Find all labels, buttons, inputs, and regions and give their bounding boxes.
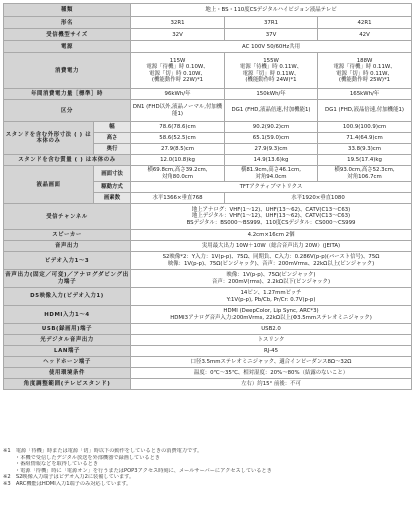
annual-energy-value: 165kWh/年	[318, 89, 412, 100]
footnote: ・電源「待機」時に「電源オン」を行うまたはPOP3アクセス時刻に、メールサーバーにアクセスしているとき	[3, 467, 272, 474]
video-input-line: S2映像*2：Y入力：1V(p-p)、75Ω、同期負、C入力：0.286V(p-p)(バースト信号)、75Ω	[162, 254, 380, 261]
row-dim-width	[4, 122, 412, 133]
pc-line: 115W	[169, 58, 186, 65]
pc-line: 電源「待機」時 0.10W、	[146, 64, 209, 71]
panel-size-line: 横81.9cm,高さ46.1cm,	[240, 167, 302, 174]
mass-value: 19.5(17.4)kg	[318, 155, 412, 166]
panel-size-line: 横93.0cm,高さ52.3cm,	[334, 167, 395, 174]
usb-value: USB2.0	[131, 324, 412, 335]
av-out-line: 映像：1V(p-p)、75Ω(ピンジャック)	[226, 272, 316, 279]
pc-line: 電源「切」時 0.11W、	[242, 70, 300, 77]
hdmi-input-label: HDMI入力1～4	[4, 306, 131, 324]
panel-pixels-value: 水平1366×垂直768	[131, 193, 225, 204]
row-annual-energy	[4, 89, 412, 100]
panel-size-line: 対角94.0cm	[255, 173, 287, 180]
screen-size-value: 32V	[131, 29, 225, 41]
mass-label: スタンドを含む質量 ( ) は本体のみ	[4, 155, 131, 166]
model-label: 形名	[4, 17, 131, 29]
category-value: DG1 (FHD,液晶倍速,付加機能1)	[318, 100, 412, 122]
power-consumption-32	[131, 53, 225, 89]
panel-drive-value: TFTアクティブマトリクス	[131, 182, 412, 193]
headphone-label: ヘッドホーン端子	[4, 357, 131, 368]
channels-value	[131, 204, 412, 230]
dimensions-label: スタンドを含む外形寸法 ( ) は本体のみ	[4, 122, 94, 155]
av-out-line: 音声：200mV(rms)、2.2kΩ以下(ピンジャック)	[211, 278, 331, 285]
environment-value: 温度：0℃～35℃、相対湿度：20%～80%（結露のないこと）	[131, 368, 412, 379]
row-mass	[4, 155, 412, 166]
category-label: 区分	[4, 100, 131, 122]
channel-line: 地上アナログ：VHF(1～12)、UHF(13～62)、CATV(C13～C63)	[191, 207, 351, 214]
footnote: ※3 ARC機能はHDMI入力1端子のみ対応しています。	[3, 480, 132, 487]
row-category	[4, 100, 412, 122]
row-type	[4, 4, 412, 17]
footnote: ・本機で受信したデジタル放送を外部機器で録画しているとき	[3, 454, 160, 461]
row-audio-video-out	[4, 270, 412, 288]
speaker-value: 4.2cm×16cm 2個	[131, 230, 412, 241]
category-value: DG1 (FHD,液晶倍速,付加機能1)	[225, 100, 318, 122]
channels-label: 受信チャンネル	[4, 204, 131, 230]
panel-pixels-label: 画素数	[94, 193, 131, 204]
annual-energy-value: 150kWh/年	[225, 89, 318, 100]
optical-value: トスリンク	[131, 335, 412, 346]
row-audio-output	[4, 241, 412, 252]
hdmi-input-value	[131, 306, 412, 324]
row-lan	[4, 346, 412, 357]
dim-value: 33.8(9.3)cm	[318, 144, 412, 155]
dim-value: 100.9(100.9)cm	[318, 122, 412, 133]
power-source-value: AC 100V 50/60Hz共用	[131, 41, 412, 53]
d5-line: Y:1V(p-p), Pb/Cb, Pr/Cr: 0.7V(p-p)	[226, 296, 316, 303]
d5-input-value	[131, 288, 412, 306]
type-label: 種類	[4, 4, 131, 17]
pc-line: 188W	[356, 58, 373, 65]
dim-value: 65.1(59.0)cm	[225, 133, 318, 144]
model-42: 42R1	[318, 17, 412, 29]
dim-height-label: 高さ	[94, 133, 131, 144]
video-input-value	[131, 252, 412, 270]
footnote: ※2 S2映像入力端子はビデオ入力2に装備しています。	[3, 474, 135, 481]
dim-value: 78.6(78.6)cm	[131, 122, 225, 133]
pc-line: (機能動作時 24W)*1	[245, 76, 297, 83]
pc-line: 電源「切」時 0.11W、	[336, 70, 393, 77]
panel-size-line: 対角106.7cm	[347, 173, 382, 180]
pc-line: 電源「待機」時 0.11W、	[239, 64, 303, 71]
spec-table	[3, 3, 412, 390]
annual-energy-label: 年間消費電力量［標準］時	[4, 89, 131, 100]
row-model	[4, 17, 412, 29]
pc-line: 電源「切」時 0.10W、	[149, 70, 206, 77]
audio-video-out-value	[131, 270, 412, 288]
dim-value: 90.2(90.2)cm	[225, 122, 318, 133]
row-power-source	[4, 41, 412, 53]
panel-size-32	[131, 166, 225, 182]
hdmi-line: HDMI (DeepColor, Lip Sync, ARC*3)	[223, 308, 319, 315]
dim-width-label: 幅	[94, 122, 131, 133]
row-power-consumption	[4, 53, 412, 89]
row-video-input	[4, 252, 412, 270]
hdmi-line: HDMI3アナログ音声入力:200mVrms, 22kΩ以上(Φ3.5mmステレオミニジャック)	[170, 314, 372, 321]
pc-line: (機能動作時 25W)*1	[338, 76, 391, 83]
row-hdmi-input	[4, 306, 412, 324]
channel-line: 地上デジタル：VHF(1～12)、UHF(13～62)、CATV(C13～C63)	[191, 213, 351, 220]
row-screen-size	[4, 29, 412, 41]
lan-value: RJ-45	[131, 346, 412, 357]
dim-value: 27.9(9.3)cm	[225, 144, 318, 155]
footnote: ※1 電源「待機」時または電源「切」時以下の動作をしているときの消費電力です。	[3, 448, 203, 454]
usb-label: USB(録画用)端子	[4, 324, 131, 335]
annual-energy-value: 96kWh/年	[131, 89, 225, 100]
mass-value: 12.0(10.8)kg	[131, 155, 225, 166]
speaker-label: スピーカー	[4, 230, 131, 241]
panel-pixels-value: 水平1920×垂直1080	[225, 193, 412, 204]
row-headphone	[4, 357, 412, 368]
video-input-label: ビデオ入力1～3	[4, 252, 131, 270]
row-d5-input	[4, 288, 412, 306]
model-32: 32R1	[131, 17, 225, 29]
footnotes	[3, 448, 411, 488]
swivel-value: 左右）約15° 前後：不可	[131, 379, 412, 390]
d5-line: 14ピン、1.27mmピッチ	[240, 290, 302, 297]
lan-label: LAN端子	[4, 346, 131, 357]
row-optical	[4, 335, 412, 346]
pc-line: 155W	[263, 58, 279, 65]
power-consumption-label: 消費電力	[4, 53, 131, 89]
dim-value: 27.9(8.5)cm	[131, 144, 225, 155]
optical-label: 光デジタル音声出力	[4, 335, 131, 346]
environment-label: 使用環境条件	[4, 368, 131, 379]
video-input-line: 映像：1V(p-p)、75Ω(ピンジャック)、音声：200mVrms、22kΩ以上(ピンジャック)	[167, 260, 375, 267]
power-source-label: 電源	[4, 41, 131, 53]
model-37: 37R1	[225, 17, 318, 29]
dim-depth-label: 奥行	[94, 144, 131, 155]
panel-size-line: 横69.8cm,高さ39.2cm,	[147, 167, 208, 174]
panel-size-37	[225, 166, 318, 182]
row-channels	[4, 204, 412, 230]
audio-video-out-label: 音声出力(固定／可変)／アナログダビング出力端子	[4, 270, 131, 288]
screen-size-label: 受信機型サイズ	[4, 29, 131, 41]
d5-input-label: D5映像入力(ビデオ入力1)	[4, 288, 131, 306]
panel-size-label: 画面寸法	[94, 166, 131, 182]
panel-size-line: 対角80.0cm	[162, 173, 194, 180]
panel-size-42	[318, 166, 412, 182]
power-consumption-37	[225, 53, 318, 89]
row-panel-size	[4, 166, 412, 182]
category-value: DN1 (FHD以外,液晶ノーマル,付加機能1)	[131, 100, 225, 122]
row-swivel	[4, 379, 412, 390]
panel-drive-label: 駆動方式	[94, 182, 131, 193]
row-usb	[4, 324, 412, 335]
pc-line: (機能動作時 22W)*1	[151, 76, 204, 83]
spec-sheet	[3, 3, 411, 390]
type-value: 地上・BS・110度CSデジタルハイビジョン液晶テレビ	[131, 4, 412, 17]
row-speaker	[4, 230, 412, 241]
audio-output-label: 音声出力	[4, 241, 131, 252]
screen-size-value: 37V	[225, 29, 318, 41]
panel-label: 液晶画面	[4, 166, 94, 204]
footnote: ・番組情報などを取得しているとき	[3, 461, 99, 468]
audio-output-value: 実用最大出力 10W＋10W（総合音声出力 20W）(JEITA)	[131, 241, 412, 252]
mass-value: 14.9(13.6)kg	[225, 155, 318, 166]
row-environment	[4, 368, 412, 379]
headphone-value: 口径3.5mmステレオミニジャック、適合インピーダンス8Ω～32Ω	[131, 357, 412, 368]
dim-value: 58.6(52.5)cm	[131, 133, 225, 144]
screen-size-value: 42V	[318, 29, 412, 41]
power-consumption-42	[318, 53, 412, 89]
pc-line: 電源「待機」時 0.11W、	[333, 64, 396, 71]
swivel-label: 角度調整範囲(テレビスタンド)	[4, 379, 131, 390]
dim-value: 71.4(64.9)cm	[318, 133, 412, 144]
channel-line: BSデジタル：BS000～BS999、110度CSデジタル：CS000～CS999	[186, 219, 356, 226]
